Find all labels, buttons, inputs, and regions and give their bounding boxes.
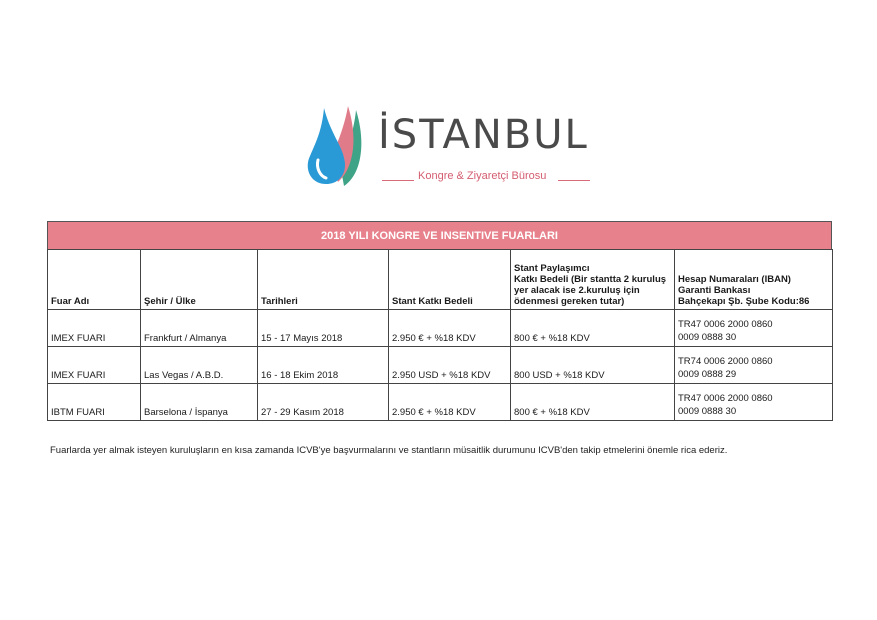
- cell-share: 800 € + %18 KDV: [511, 384, 675, 421]
- cell-city: Barselona / İspanya: [141, 384, 258, 421]
- tulip-drop-icon: [304, 102, 370, 188]
- cell-fair: IMEX FUARI: [48, 347, 141, 384]
- cell-iban: [675, 310, 833, 347]
- table-row: [48, 347, 833, 384]
- header-iban: [675, 250, 833, 310]
- cell-dates: 15 - 17 Mayıs 2018: [258, 310, 389, 347]
- table-header-row: [48, 250, 833, 310]
- fairs-table-section: [47, 221, 832, 421]
- cell-iban: [675, 384, 833, 421]
- logo-rule-right: [558, 180, 590, 181]
- header-fee: Stant Katkı Bedeli: [389, 250, 511, 310]
- header-share: [511, 250, 675, 310]
- table-row: [48, 310, 833, 347]
- cell-fee: 2.950 € + %18 KDV: [389, 384, 511, 421]
- cell-fee: 2.950 € + %18 KDV: [389, 310, 511, 347]
- header-share-title: Stant Paylaşımcı: [514, 263, 590, 274]
- cell-fee: 2.950 USD + %18 KDV: [389, 347, 511, 384]
- iban-line-1: TR74 0006 2000 0860: [678, 356, 773, 367]
- iban-line-2: 0009 0888 30: [678, 406, 737, 417]
- logo-subtitle-group: [382, 170, 590, 184]
- logo-wordmark: İSTANBUL: [378, 112, 589, 158]
- cell-fair: IBTM FUARI: [48, 384, 141, 421]
- header-share-body: Katkı Bedeli (Bir stantta 2 kuruluş yer alacak ise 2.kuruluş için ödenmesi gereken tutar): [514, 274, 667, 307]
- header-dates: Tarihleri: [258, 250, 389, 310]
- cell-fair: IMEX FUARI: [48, 310, 141, 347]
- header-iban-title: Hesap Numaraları (IBAN): [678, 274, 791, 285]
- iban-line-2: 0009 0888 29: [678, 369, 737, 380]
- header-city: Şehir / Ülke: [141, 250, 258, 310]
- iban-line-1: TR47 0006 2000 0860: [678, 393, 773, 404]
- cell-city: Las Vegas / A.B.D.: [141, 347, 258, 384]
- cell-city: Frankfurt / Almanya: [141, 310, 258, 347]
- header-iban-bank: Garanti Bankası: [678, 285, 751, 296]
- istanbul-logo: [300, 100, 600, 190]
- footnote: Fuarlarda yer almak isteyen kuruluşların en kısa zamanda ICVB'ye başvurmalarını ve stantların müsaitlik durumunu ICVB'den takip etmelerini önemle rica ederiz.: [50, 445, 728, 456]
- cell-share: 800 USD + %18 KDV: [511, 347, 675, 384]
- iban-line-2: 0009 0888 30: [678, 332, 737, 343]
- logo-rule-left: [382, 180, 414, 181]
- header-iban-branch: Bahçekapı Şb. Şube Kodu:86: [678, 296, 810, 307]
- iban-line-1: TR47 0006 2000 0860: [678, 319, 773, 330]
- header-fair: Fuar Adı: [48, 250, 141, 310]
- table-banner: 2018 YILI KONGRE VE INSENTIVE FUARLARI: [47, 221, 832, 249]
- table-row: [48, 384, 833, 421]
- cell-dates: 27 - 29 Kasım 2018: [258, 384, 389, 421]
- cell-dates: 16 - 18 Ekim 2018: [258, 347, 389, 384]
- cell-share: 800 € + %18 KDV: [511, 310, 675, 347]
- cell-iban: [675, 347, 833, 384]
- logo-subtitle: Kongre & Ziyaretçi Bürosu: [418, 170, 547, 182]
- fairs-table: [47, 249, 833, 421]
